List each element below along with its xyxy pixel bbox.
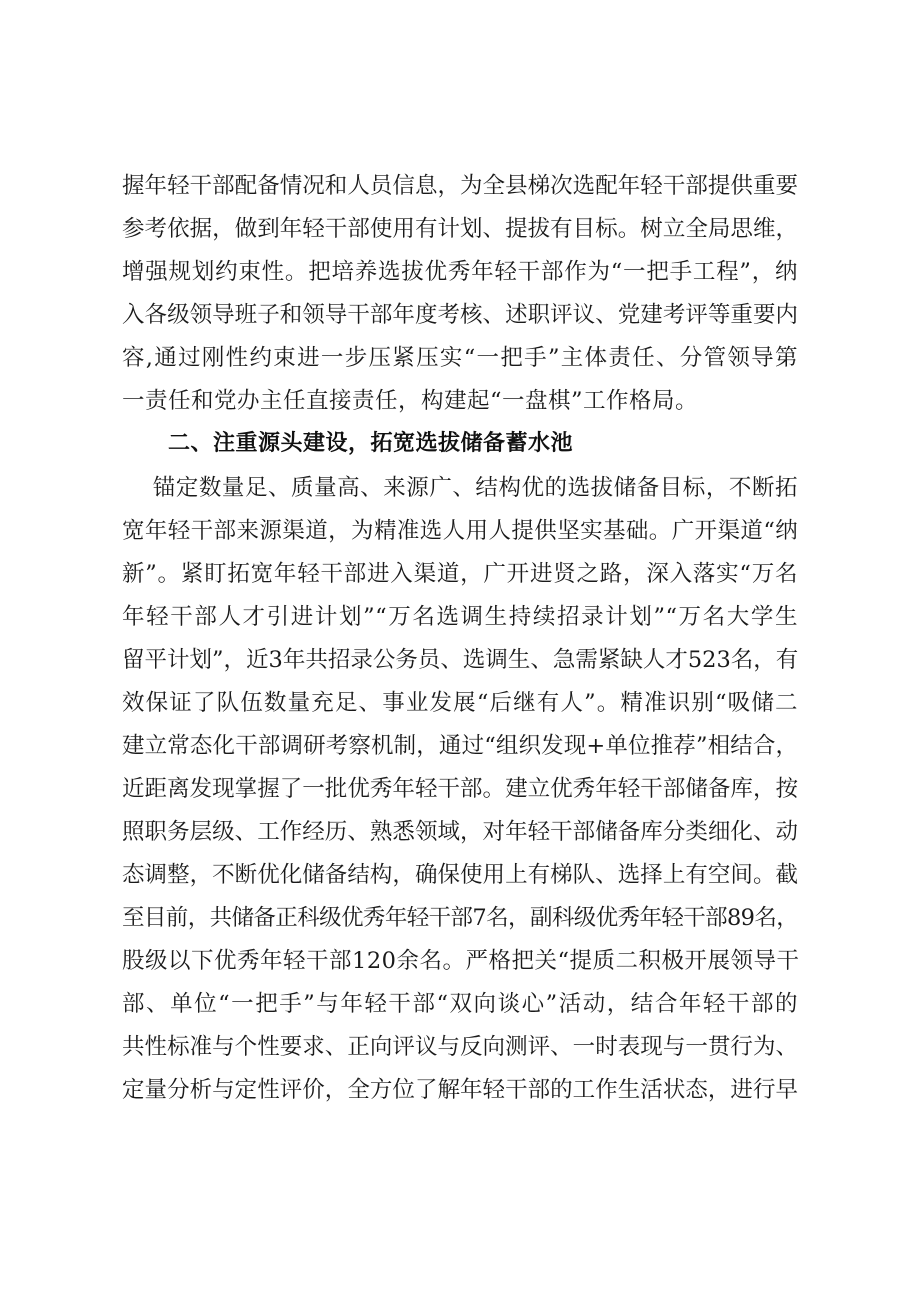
text-line: 至目前，共储备正科级优秀年轻干部7名，副科级优秀年轻干部89名， xyxy=(122,905,798,931)
text-line: 近距离发现掌握了一批优秀年轻干部。建立优秀年轻干部储备库，按 xyxy=(122,776,798,802)
text-line: 容,通过刚性约束进一步压紧压实“一把手”主体责任、分管领导第 xyxy=(122,345,798,371)
text-line: 效保证了队伍数量充足、事业发展“后继有人”。精准识别“吸储二 xyxy=(122,690,798,716)
text-line: 部、单位“一把手”与年轻干部“双向谈心”活动，结合年轻干部的 xyxy=(122,991,798,1017)
text-line: 入各级领导班子和领导干部年度考核、述职评议、党建考评等重要内 xyxy=(122,302,798,328)
text-line: 新”。紧盯拓宽年轻干部进入渠道，广开进贤之路，深入落实“万名 xyxy=(122,561,798,587)
section-heading: 二、注重源头建设，拓宽选拔储备蓄水池 xyxy=(168,431,574,456)
text-line: 股级以下优秀年轻干部120余名。严格把关“提质二积极开展领导干 xyxy=(122,948,800,974)
text-line: 参考依据，做到年轻干部使用有计划、提拔有目标。树立全局思维， xyxy=(122,216,798,242)
text-line: 照职务层级、工作经历、熟悉领域，对年轻干部储备库分类细化、动 xyxy=(122,819,798,845)
text-line: 宽年轻干部来源渠道，为精准选人用人提供坚实基础。广开渠道“纳 xyxy=(122,518,798,544)
text-line: 共性标准与个性要求、正向评议与反向测评、一时表现与一贯行为、 xyxy=(122,1034,798,1060)
text-line: 留平计划”，近3年共招录公务员、选调生、急需紧缺人才523名，有 xyxy=(122,647,799,673)
text-line: 态调整，不断优化储备结构，确保使用上有梯队、选择上有空间。截 xyxy=(122,862,798,888)
text-line: 一责任和党办主任直接责任，构建起“一盘棋”工作格局。 xyxy=(122,388,699,414)
text-line: 定量分析与定性评价，全方位了解年轻干部的工作生活状态，进行早 xyxy=(122,1077,798,1103)
text-line: 锚定数量足、质量高、来源广、结构优的选拔储备目标，不断拓 xyxy=(122,475,798,501)
text-line: 年轻干部人才引进计划”“万名选调生持续招录计划”“万名大学生 xyxy=(122,604,798,630)
text-line: 握年轻干部配备情况和人员信息，为全县梯次选配年轻干部提供重要 xyxy=(122,173,798,199)
text-line: 增强规划约束性。把培养选拔优秀年轻干部作为“一把手工程”，纳 xyxy=(122,259,798,285)
text-line: 建立常态化干部调研考察机制，通过“组织发现+单位推荐”相结合， xyxy=(122,733,798,759)
